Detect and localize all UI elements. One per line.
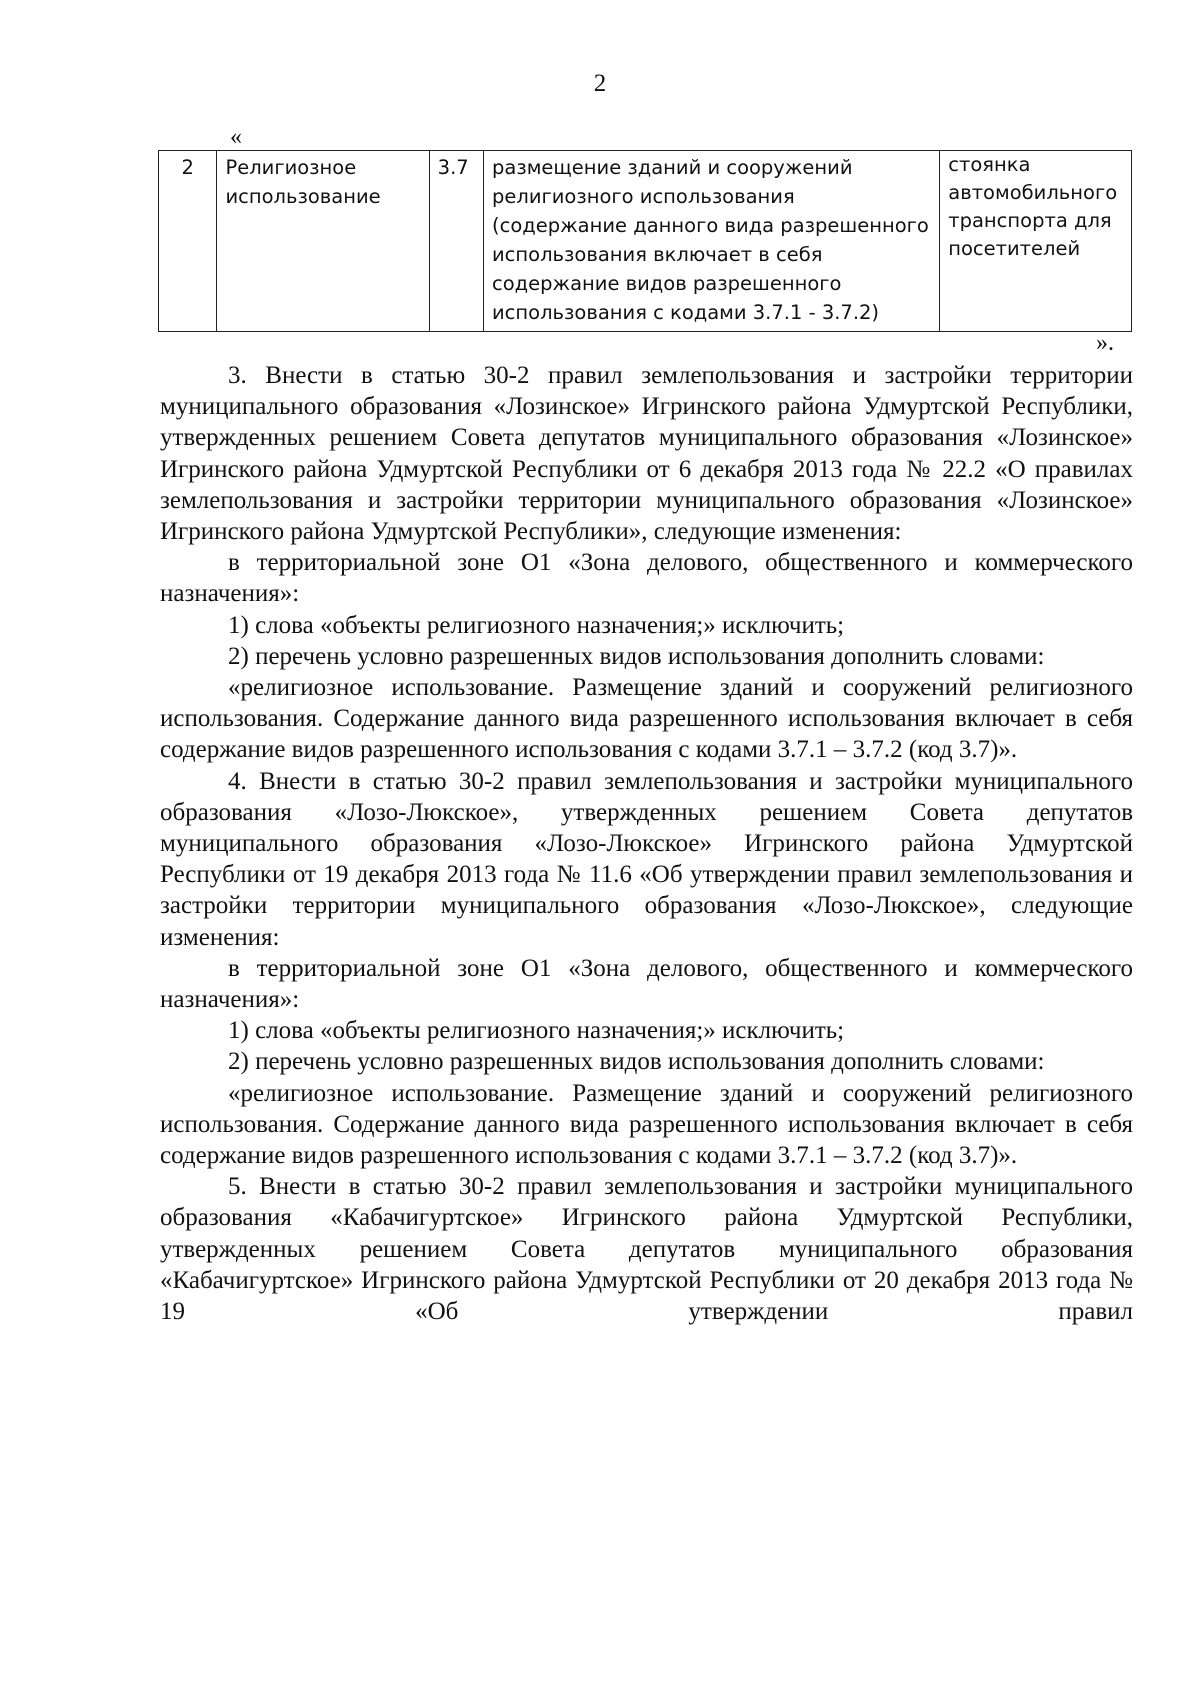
- paragraph-zone-o1: в территориальной зоне О1 «Зона делового, общественного и коммерческого назначения»:: [160, 549, 1133, 608]
- paragraph-quoted-addition: «религиозное использование. Размещение зданий и сооружений религиозного использования. Содержание данного вида разрешенного использования включает в себя содержание видов разрешенного использования с кодами 3.7.1 – 3.7.2 (код 3.7)».: [160, 1079, 1133, 1170]
- paragraph-subitem-1: 1) слова «объекты религиозного назначения;» исключить;: [228, 1017, 845, 1045]
- row-number-cell: 2: [159, 151, 217, 332]
- paragraph-subitem-1: 1) слова «объекты религиозного назначения;» исключить;: [228, 611, 845, 639]
- paragraph-subitem-2: 2) перечень условно разрешенных видов использования дополнить словами:: [228, 1048, 1045, 1076]
- paragraph-zone-o1: в территориальной зоне О1 «Зона делового, общественного и коммерческого назначения»:: [160, 954, 1133, 1014]
- use-code-cell: 3.7: [429, 151, 483, 332]
- paragraph-item-5: 5. Внести в статью 30-2 правил землепользования и застройки муниципального образования «Кабачигуртское» Игринского района Удмуртской Республики, утвержденных решением Совета депутатов муниципального образования «Кабачигуртское» Игринского района Удмуртской Республики от 20 декабря 2013 года № 19 «Об утверждении правил: [160, 1173, 1133, 1326]
- use-description-cell: размещение зданий и сооружений религиозного использования (содержание данного вида разрешенного использования включает в себя содержание видов разрешенного использования с кодами 3.7.1 - 3.7.2): [484, 151, 940, 332]
- auxiliary-use-cell: стоянка автомобильного транспорта для посетителей: [940, 151, 1132, 332]
- document-body: [160, 360, 1133, 1327]
- use-name-cell: Религиозное использование: [217, 151, 429, 332]
- paragraph-quoted-addition: «религиозное использование. Размещение зданий и сооружений религиозного использования. Содержание данного вида разрешенного использования включает в себя содержание видов разрешенного использования с кодами 3.7.1 – 3.7.2 (код 3.7)».: [160, 674, 1133, 764]
- table-row: [159, 151, 1132, 332]
- closing-quote-mark: ».: [1096, 330, 1114, 356]
- page-number: 2: [593, 70, 607, 97]
- paragraph-item-3: 3. Внести в статью 30-2 правил землепользования и застройки территории муниципального образования «Лозинское» Игринского района Удмуртской Республики, утвержденных решением Совета депутатов муниципального образования «Лозинское» Игринского района Удмуртской Республики от 6 декабря 2013 года № 22.2 «О правилах землепользования и застройки территории муниципального образования «Лозинское» Игринского района Удмуртской Республики», следующие изменения:: [160, 362, 1133, 546]
- paragraph-item-4: 4. Внести в статью 30-2 правил землепользования и застройки муниципального образования «Лозо-Люкское», утвержденных решением Совета депутатов муниципального образования «Лозо-Люкское» Игринского района Удмуртской Республики от 19 декабря 2013 года № 11.6 «Об утверждении правил землепользования и застройки территории муниципального образования «Лозо-Люкское», следующие изменения:: [160, 767, 1133, 951]
- land-use-table-excerpt: [158, 150, 1132, 332]
- paragraph-subitem-2: 2) перечень условно разрешенных видов использования дополнить словами:: [228, 642, 1045, 670]
- opening-quote-mark: «: [230, 124, 242, 150]
